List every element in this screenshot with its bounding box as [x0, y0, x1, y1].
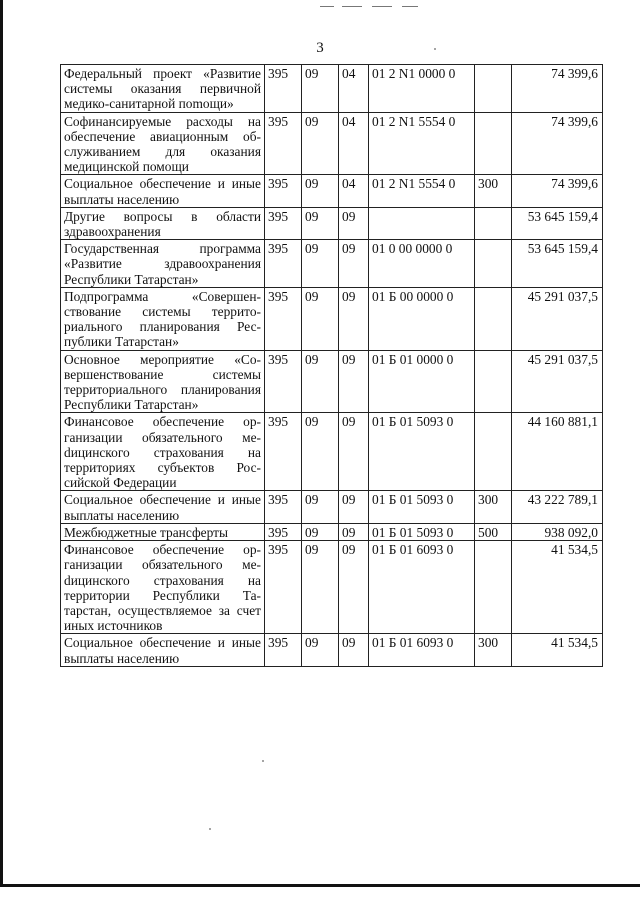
row-name-cell: Социальное обеспечение и иные выплаты населению: [61, 634, 265, 666]
scan-mark: [372, 6, 392, 7]
section-code-cell: 09: [302, 634, 339, 666]
target-article-cell: 01 Б 01 6093 0: [369, 541, 475, 634]
subsection-code-cell: 09: [339, 413, 369, 491]
table-row: [61, 65, 603, 113]
scan-speck: [209, 828, 211, 830]
expense-type-cell: 300: [475, 634, 512, 666]
ministry-code-cell: 395: [265, 413, 302, 491]
table-row: [61, 350, 603, 413]
subsection-code-cell: 09: [339, 523, 369, 540]
row-name-cell: Межбюджетные трансферты: [61, 523, 265, 540]
row-name-cell: Основное мероприятие «Совершенствование системы территориального планирования Республики Татарстан»: [61, 350, 265, 413]
expense-type-cell: 500: [475, 523, 512, 540]
table-row: [61, 240, 603, 288]
subsection-code-cell: 04: [339, 175, 369, 207]
target-article-cell: 01 2 N1 0000 0: [369, 65, 475, 113]
table-row: [61, 634, 603, 666]
expense-type-cell: [475, 350, 512, 413]
subsection-code-cell: 09: [339, 350, 369, 413]
section-code-cell: 09: [302, 287, 339, 350]
subsection-code-cell: 09: [339, 491, 369, 523]
row-name-cell: Государственная программа «Развитие здравоохранения Республики Татарстан»: [61, 240, 265, 288]
subsection-code-cell: 09: [339, 207, 369, 239]
section-code-cell: 09: [302, 413, 339, 491]
target-article-cell: [369, 207, 475, 239]
ministry-code-cell: 395: [265, 541, 302, 634]
section-code-cell: 09: [302, 491, 339, 523]
expense-type-cell: [475, 240, 512, 288]
expense-type-cell: [475, 207, 512, 239]
target-article-cell: 01 Б 01 5093 0: [369, 413, 475, 491]
section-code-cell: 09: [302, 175, 339, 207]
expense-type-cell: [475, 413, 512, 491]
scan-mark: [402, 6, 418, 7]
ministry-code-cell: 395: [265, 350, 302, 413]
target-article-cell: 01 Б 01 5093 0: [369, 491, 475, 523]
amount-cell: 41 534,5: [512, 541, 603, 634]
row-name-cell: Финансовое обеспечение организации обязательного меdицинского страхования на территории Республики Татарстан, осуществляемое за счет иных источников: [61, 541, 265, 634]
target-article-cell: 01 Б 01 5093 0: [369, 523, 475, 540]
scan-speck: [262, 760, 264, 762]
table-row: [61, 523, 603, 540]
amount-cell: 43 222 789,1: [512, 491, 603, 523]
expense-type-cell: 300: [475, 175, 512, 207]
section-code-cell: 09: [302, 207, 339, 239]
row-name-cell: Социальное обеспечение и иные выплаты населению: [61, 175, 265, 207]
ministry-code-cell: 395: [265, 523, 302, 540]
ministry-code-cell: 395: [265, 112, 302, 175]
row-name-cell: Подпрограмма «Совершенствование системы территориального планирования Республики Татарстан»: [61, 287, 265, 350]
section-code-cell: 09: [302, 541, 339, 634]
section-code-cell: 09: [302, 65, 339, 113]
target-article-cell: 01 0 00 0000 0: [369, 240, 475, 288]
amount-cell: 45 291 037,5: [512, 350, 603, 413]
amount-cell: 74 399,6: [512, 65, 603, 113]
budget-table: [60, 64, 603, 667]
table-row: [61, 112, 603, 175]
amount-cell: 74 399,6: [512, 175, 603, 207]
amount-cell: 41 534,5: [512, 634, 603, 666]
ministry-code-cell: 395: [265, 65, 302, 113]
ministry-code-cell: 395: [265, 240, 302, 288]
amount-cell: 938 092,0: [512, 523, 603, 540]
expense-type-cell: [475, 65, 512, 113]
ministry-code-cell: 395: [265, 175, 302, 207]
expense-type-cell: [475, 287, 512, 350]
ministry-code-cell: 395: [265, 634, 302, 666]
section-code-cell: 09: [302, 350, 339, 413]
target-article-cell: 01 Б 01 0000 0: [369, 350, 475, 413]
expense-type-cell: [475, 541, 512, 634]
amount-cell: 45 291 037,5: [512, 287, 603, 350]
page-number: 3: [316, 40, 324, 56]
table-row: [61, 175, 603, 207]
table-row: [61, 207, 603, 239]
amount-cell: 44 160 881,1: [512, 413, 603, 491]
ministry-code-cell: 395: [265, 287, 302, 350]
table-body: [61, 65, 603, 667]
section-code-cell: 09: [302, 240, 339, 288]
amount-cell: 53 645 159,4: [512, 207, 603, 239]
section-code-cell: 09: [302, 112, 339, 175]
table-row: [61, 491, 603, 523]
scan-border-bottom: [0, 884, 640, 887]
scan-mark: [342, 6, 362, 7]
ministry-code-cell: 395: [265, 207, 302, 239]
expense-type-cell: 300: [475, 491, 512, 523]
scan-speck: [434, 48, 436, 50]
section-code-cell: 09: [302, 523, 339, 540]
target-article-cell: 01 2 N1 5554 0: [369, 112, 475, 175]
target-article-cell: 01 2 N1 5554 0: [369, 175, 475, 207]
subsection-code-cell: 09: [339, 541, 369, 634]
expense-type-cell: [475, 112, 512, 175]
table-row: [61, 413, 603, 491]
row-name-cell: Софинансируемые расходы на обеспечение авиационным обслуживанием для оказания медицинской помощи: [61, 112, 265, 175]
ministry-code-cell: 395: [265, 491, 302, 523]
amount-cell: 53 645 159,4: [512, 240, 603, 288]
row-name-cell: Федеральный проект «Развитие системы оказания первичной медико-санитарной поmощи»: [61, 65, 265, 113]
amount-cell: 74 399,6: [512, 112, 603, 175]
table-row: [61, 287, 603, 350]
scan-mark: [320, 6, 334, 7]
subsection-code-cell: 09: [339, 240, 369, 288]
row-name-cell: Другие вопросы в области здравоохранения: [61, 207, 265, 239]
subsection-code-cell: 04: [339, 112, 369, 175]
subsection-code-cell: 04: [339, 65, 369, 113]
subsection-code-cell: 09: [339, 634, 369, 666]
subsection-code-cell: 09: [339, 287, 369, 350]
target-article-cell: 01 Б 00 0000 0: [369, 287, 475, 350]
target-article-cell: 01 Б 01 6093 0: [369, 634, 475, 666]
table-row: [61, 541, 603, 634]
row-name-cell: Социальное обеспечение и иные выплаты населению: [61, 491, 265, 523]
row-name-cell: Финансовое обеспечение организации обязательного меdицинского страхования на территориях субъектов Российской Федерации: [61, 413, 265, 491]
scan-border-left: [0, 0, 3, 886]
